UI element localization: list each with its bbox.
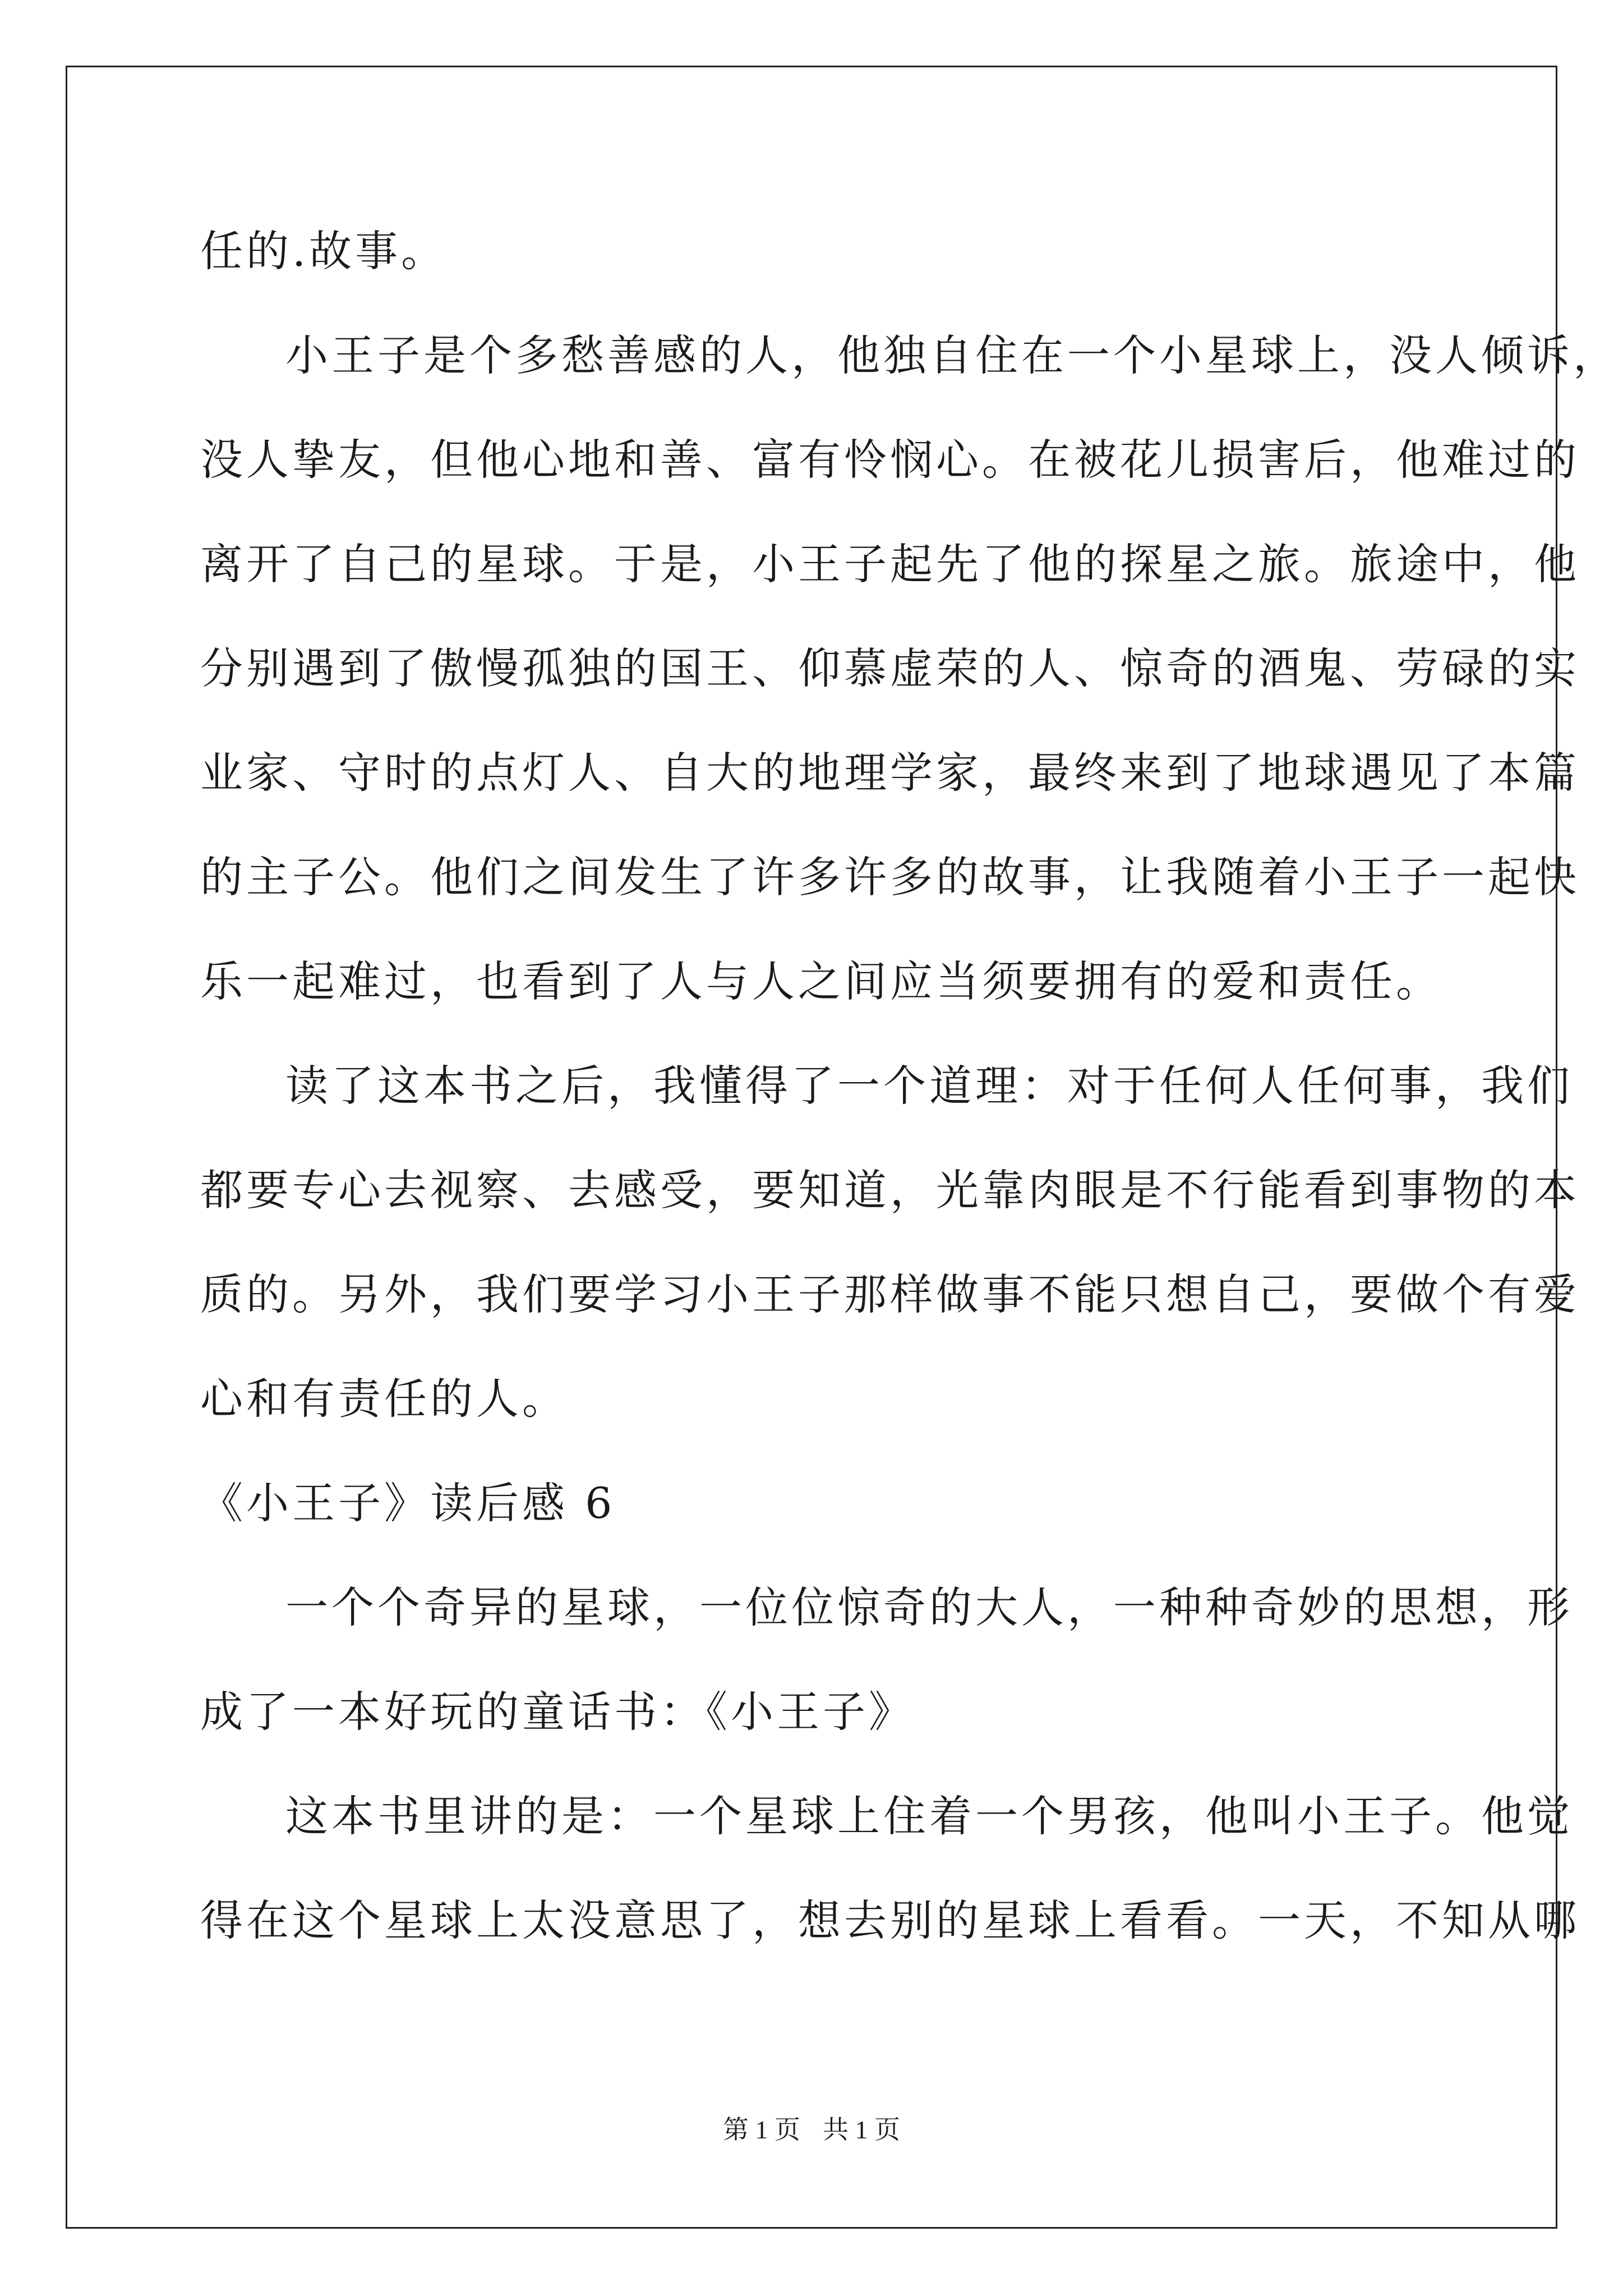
document-body (200, 199, 1619, 1973)
text-line: 心和有责任的人。 (200, 1374, 568, 1424)
text-line: 质的。另外，我们要学习小王子那样做事不能只想自己，要做个有爱 (200, 1269, 1580, 1319)
page-number-current: 第 1 页 (723, 2115, 800, 2144)
page-number-total: 共 1 页 (823, 2115, 900, 2144)
text-line: 小王子是个多愁善感的人，他独自住在一个小星球上，没人倾诉， (285, 330, 1619, 380)
text-line: 得在这个星球上太没意思了，想去别的星球上看看。一天，不知从哪 (200, 1895, 1580, 1945)
text-line: 业家、守时的点灯人、自大的地理学家，最终来到了地球遇见了本篇 (200, 748, 1580, 798)
text-line: 读了这本书之后，我懂得了一个道理：对于任何人任何事，我们 (285, 1061, 1573, 1111)
text-line: 乐一起难过，也看到了人与人之间应当须要拥有的爱和责任。 (200, 956, 1442, 1006)
text-line: 任的.故事。 (200, 226, 448, 276)
text-line: 离开了自己的星球。于是，小王子起先了他的探星之旅。旅途中，他 (200, 539, 1580, 589)
page-footer (0, 2109, 1623, 2146)
text-line: 这本书里讲的是：一个星球上住着一个男孩，他叫小王子。他觉 (285, 1791, 1573, 1841)
section-heading: 《小王子》读后感 6 (200, 1478, 616, 1528)
text-line: 一个个奇异的星球，一位位惊奇的大人，一种种奇妙的思想，形 (285, 1582, 1573, 1632)
text-line: 的主子公。他们之间发生了许多许多的故事，让我随着小王子一起快 (200, 852, 1580, 902)
text-line: 成了一本好玩的童话书：《小王子》 (200, 1687, 915, 1737)
text-line: 分别遇到了傲慢孤独的国王、仰慕虚荣的人、惊奇的酒鬼、劳碌的实 (200, 643, 1580, 693)
text-line: 没人挚友，但他心地和善、富有怜悯心。在被花儿损害后，他难过的 (200, 435, 1580, 485)
text-line: 都要专心去视察、去感受，要知道，光靠肉眼是不行能看到事物的本 (200, 1165, 1580, 1215)
